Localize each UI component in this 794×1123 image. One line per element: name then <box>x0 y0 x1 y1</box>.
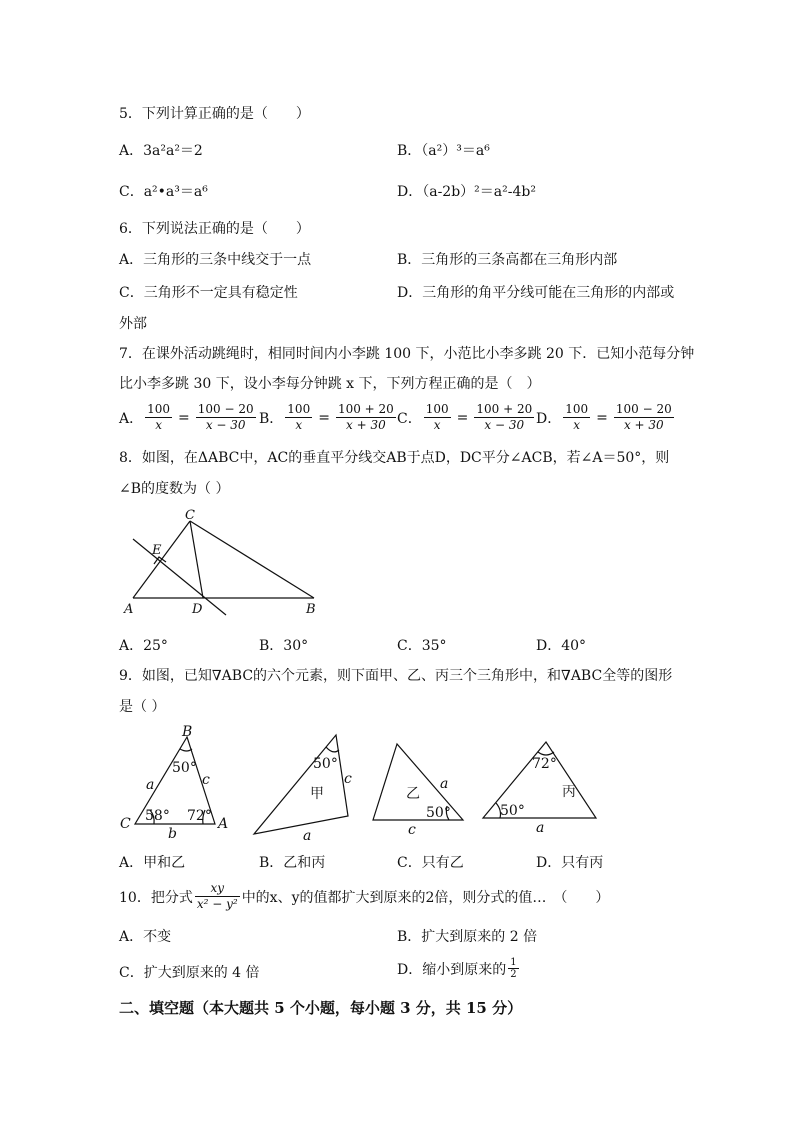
q10-stem <box>119 881 609 912</box>
q6-option-a: A．三角形的三条中线交于一点 <box>119 252 312 268</box>
fig1-label-b: B <box>182 724 193 740</box>
q7-option-c: C． $\frac{100}{x}$ = $\frac{100 + 20}{x - 30}$ <box>397 402 533 432</box>
q8-triangle-figure <box>118 505 333 620</box>
fig3-name: 乙 <box>406 786 420 802</box>
fig4-side-a: a <box>536 820 545 836</box>
fig2-name: 甲 <box>310 786 324 802</box>
fig4-angle-left: 50° <box>500 803 525 819</box>
fraction-one-half: $\frac{1}{2}$ <box>510 957 517 980</box>
option-label: A． <box>119 410 144 427</box>
label-b: B <box>306 602 316 617</box>
fig1-side-b: b <box>168 826 177 840</box>
q7-stem-line1: 7．在课外活动跳绳时，相同时间内小李跳 100 下，小范比小李多跳 20 下．已知小范每分钟 <box>119 346 695 362</box>
fig3-side-c: c <box>408 822 416 838</box>
q7-option-d: D． $\frac{100}{x}$ = $\frac{100 - 20}{x + 30}$ <box>536 402 672 432</box>
fig4-name: 丙 <box>562 784 576 800</box>
q7-stem-line2: 比小李多跳 30 下，设小李每分钟跳 x 下，下列方程正确的是（ ） <box>119 376 541 392</box>
q5-option-a: A．3a²a²＝2 <box>119 143 203 159</box>
fraction-left: $\frac{100}{x}$ <box>147 402 171 432</box>
fig2-side-c: c <box>344 771 352 787</box>
q10-option-d <box>397 957 521 980</box>
fig1-angle-a: 72° <box>187 808 212 824</box>
triangle-jia <box>254 735 348 834</box>
q10-option-d-text: D．缩小到原来的 <box>397 961 507 978</box>
q5-option-b: B．（a²）³＝a⁶ <box>397 143 490 159</box>
label-e: E <box>152 543 162 558</box>
perpendicular-bisector <box>133 539 226 615</box>
option-label: D． <box>536 410 562 427</box>
fig2-angle: 50° <box>313 756 338 772</box>
q7-option-a: A． $\frac{100}{x}$ = $\frac{100 - 20}{x - 30}$ <box>119 402 254 432</box>
q6-option-d: D．三角形的角平分线可能在三角形的内部或 <box>397 285 675 301</box>
q10-stem-post: 中的x、y的值都扩大到原来的2倍，则分式的值… （ ） <box>241 889 610 906</box>
fraction-left: $\frac{100}{x}$ <box>565 402 589 432</box>
fraction-left: $\frac{100}{x}$ <box>287 402 311 432</box>
q9-option-c: C．只有乙 <box>397 855 464 871</box>
fig1-angle-c: 58° <box>145 808 170 824</box>
q5-option-c: C．a²•a³＝a⁶ <box>119 184 208 200</box>
q5-option-d: D．（a-2b）²＝a²-4b² <box>397 184 536 200</box>
q6-option-c: C．三角形不一定具有稳定性 <box>119 285 298 301</box>
fraction-right: $\frac{100 + 20}{x + 30}$ <box>337 402 394 432</box>
option-label: B． <box>259 410 284 427</box>
q9-option-a: A．甲和乙 <box>119 855 186 871</box>
label-d: D <box>192 602 203 617</box>
fraction-left: $\frac{100}{x}$ <box>425 402 449 432</box>
q6-option-d-continued: 外部 <box>119 316 147 332</box>
q7-option-b: B． $\frac{100}{x}$ = $\frac{100 + 20}{x + 30}$ <box>259 402 394 432</box>
q6-stem: 6．下列说法正确的是（ ） <box>119 221 310 237</box>
fraction-right: $\frac{100 - 20}{x - 30}$ <box>197 402 254 432</box>
q5-stem: 5．下列计算正确的是（ ） <box>119 106 310 122</box>
label-c: C <box>185 508 195 523</box>
fig4-angle-top: 72° <box>532 756 557 772</box>
q9-option-d: D．只有丙 <box>536 855 604 871</box>
label-a: A <box>124 602 134 617</box>
fraction-right: $\frac{100 + 20}{x - 30}$ <box>476 402 533 432</box>
q10-option-b: B．扩大到原来的 2 倍 <box>397 929 538 945</box>
fig1-label-a: A <box>218 816 229 832</box>
q8-option-d: D．40° <box>536 638 587 654</box>
fig3-angle: 50° <box>426 805 451 821</box>
fig1-angle-b: 50° <box>172 760 197 776</box>
q8-option-a: A．25° <box>119 638 168 654</box>
q10-option-c: C．扩大到原来的 4 倍 <box>119 965 260 981</box>
option-label: C． <box>397 410 422 427</box>
q6-option-b: B．三角形的三条高都在三角形内部 <box>397 252 618 268</box>
fig2-side-a: a <box>303 828 312 840</box>
fig1-side-a: a <box>146 777 155 793</box>
fraction-right: $\frac{100 - 20}{x + 30}$ <box>615 402 672 432</box>
arc-jia <box>326 747 339 752</box>
q9-stem-line2: 是（ ） <box>119 699 166 715</box>
section-heading-fill-in: 二、填空题（本大题共 5 个小题，每小题 3 分，共 15 分） <box>119 999 523 1017</box>
q9-triangles-figure <box>110 720 670 840</box>
fig1-side-c: c <box>202 772 210 788</box>
fig3-side-a: a <box>440 776 449 792</box>
q9-stem-line1: 9．如图，已知∇ABC的六个元素，则下面甲、乙、丙三个三角形中，和∇ABC全等的图形 <box>119 668 673 684</box>
q8-stem-line1: 8．如图，在ΔABC中，AC的垂直平分线交AB于点D，DC平分∠ACB，若∠A＝50°，则 <box>119 450 670 466</box>
fig1-label-c: C <box>120 816 131 832</box>
q10-fraction: $\frac{xy}{\text{x² − y²}}$ <box>196 881 238 911</box>
segment-cb <box>190 521 314 598</box>
q8-stem-line2: ∠B的度数为（ ） <box>119 481 230 497</box>
q10-stem-pre: 10．把分式 <box>119 889 193 906</box>
q8-option-b: B．30° <box>259 638 309 654</box>
q9-option-b: B．乙和丙 <box>259 855 326 871</box>
q10-option-a: A．不变 <box>119 929 172 945</box>
arc-bing-top <box>538 752 554 755</box>
arc-b <box>180 749 192 751</box>
q8-option-c: C．35° <box>397 638 447 654</box>
